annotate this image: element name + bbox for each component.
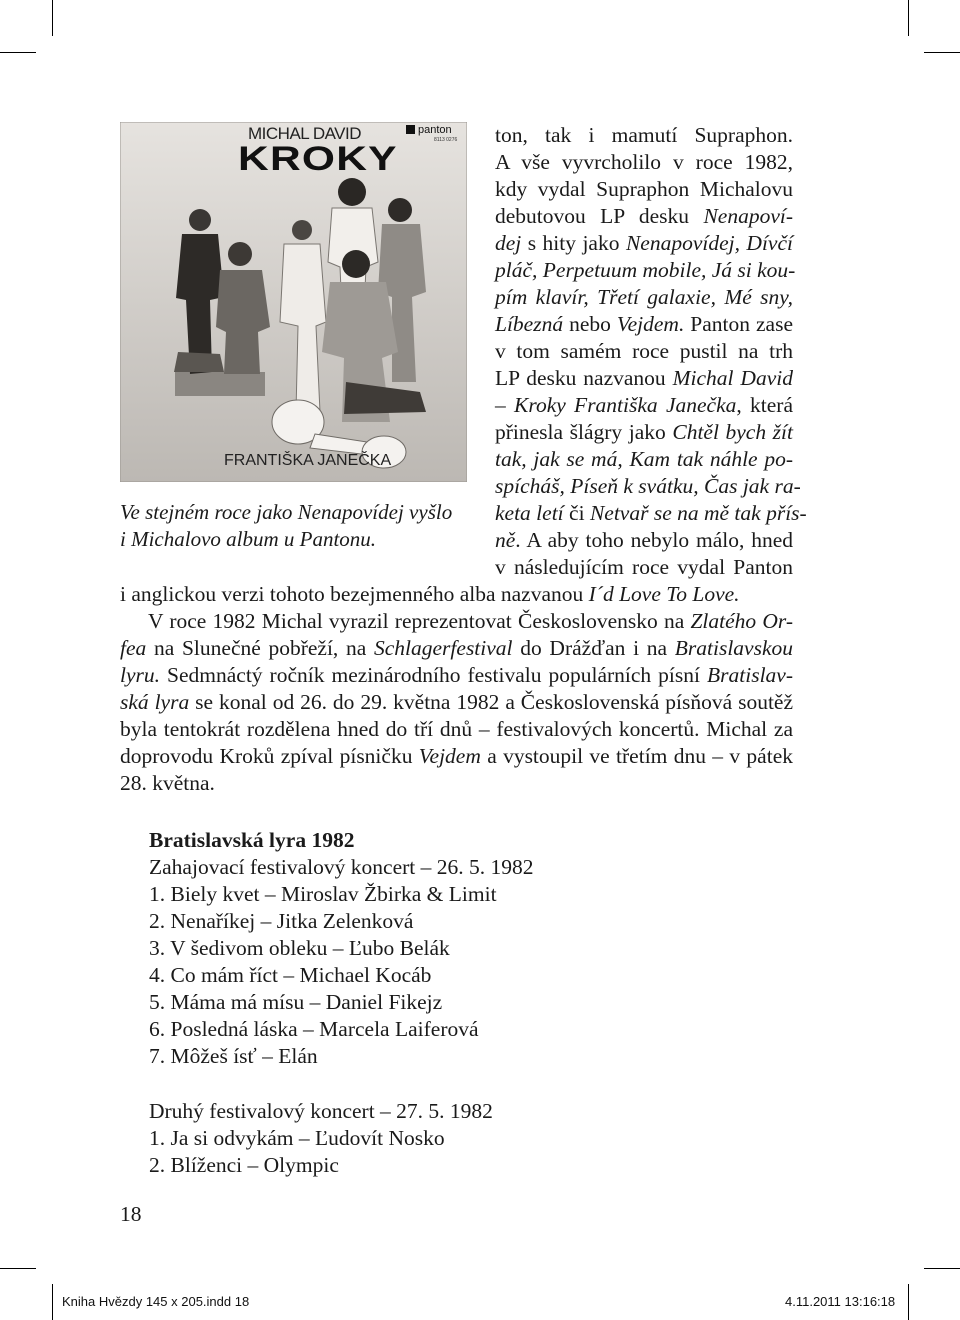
list-item: 3. V šedivom obleku – Ľubo Belák [149, 936, 450, 960]
cover-band: FRANTIŠKA JANEČKA [224, 452, 392, 469]
list-item: 5. Máma má mísu – Daniel Fikejz [149, 990, 443, 1014]
cover-title: KROKY [238, 140, 398, 178]
list-item: 1. Ja si odvykám – Ľudovít Nosko [149, 1126, 445, 1150]
crop-mark [0, 52, 36, 53]
crop-mark [52, 1284, 53, 1320]
list-item: 4. Co mám říct – Michael Kocáb [149, 963, 432, 987]
concert-title: Zahajovací festivalový koncert – 26. 5. 1982 [149, 855, 534, 879]
list-item: 2. Blíženci – Olympic [149, 1153, 339, 1177]
crop-mark [52, 0, 53, 36]
crop-mark [908, 0, 909, 36]
cover-artist: MICHAL DAVID [248, 124, 362, 143]
figure-caption: Ve stejném roce jako Nenapovídej vyšlo i Michalovo album u Pantonu. [120, 500, 453, 551]
list-item: 1. Biely kvet – Miroslav Žbirka & Limit [149, 882, 497, 906]
list-item: 6. Posledná láska – Marcela Laiferová [149, 1017, 479, 1041]
list-item: 7. Môžeš ísť – Elán [149, 1044, 318, 1068]
cover-catalog-number: 8113 0276 [434, 137, 458, 143]
album-cover [120, 122, 467, 482]
list-item: 2. Nenaříkej – Jitka Zelenková [149, 909, 414, 933]
concert-title: Druhý festivalový koncert – 27. 5. 1982 [149, 1099, 493, 1123]
page-number: 18 [120, 1202, 142, 1226]
crop-mark [924, 1268, 960, 1269]
crop-mark [924, 52, 960, 53]
panton-logo-icon [406, 125, 415, 134]
crop-mark [0, 1268, 36, 1269]
crop-mark [908, 1284, 909, 1320]
festival-heading: Bratislavská lyra 1982 [149, 828, 355, 852]
footer-date: 4.11.2011 13:16:18 [785, 1294, 896, 1309]
panton-logo: panton [406, 124, 452, 136]
footer-file: Kniha Hvězdy 145 x 205.indd 18 [62, 1294, 250, 1309]
